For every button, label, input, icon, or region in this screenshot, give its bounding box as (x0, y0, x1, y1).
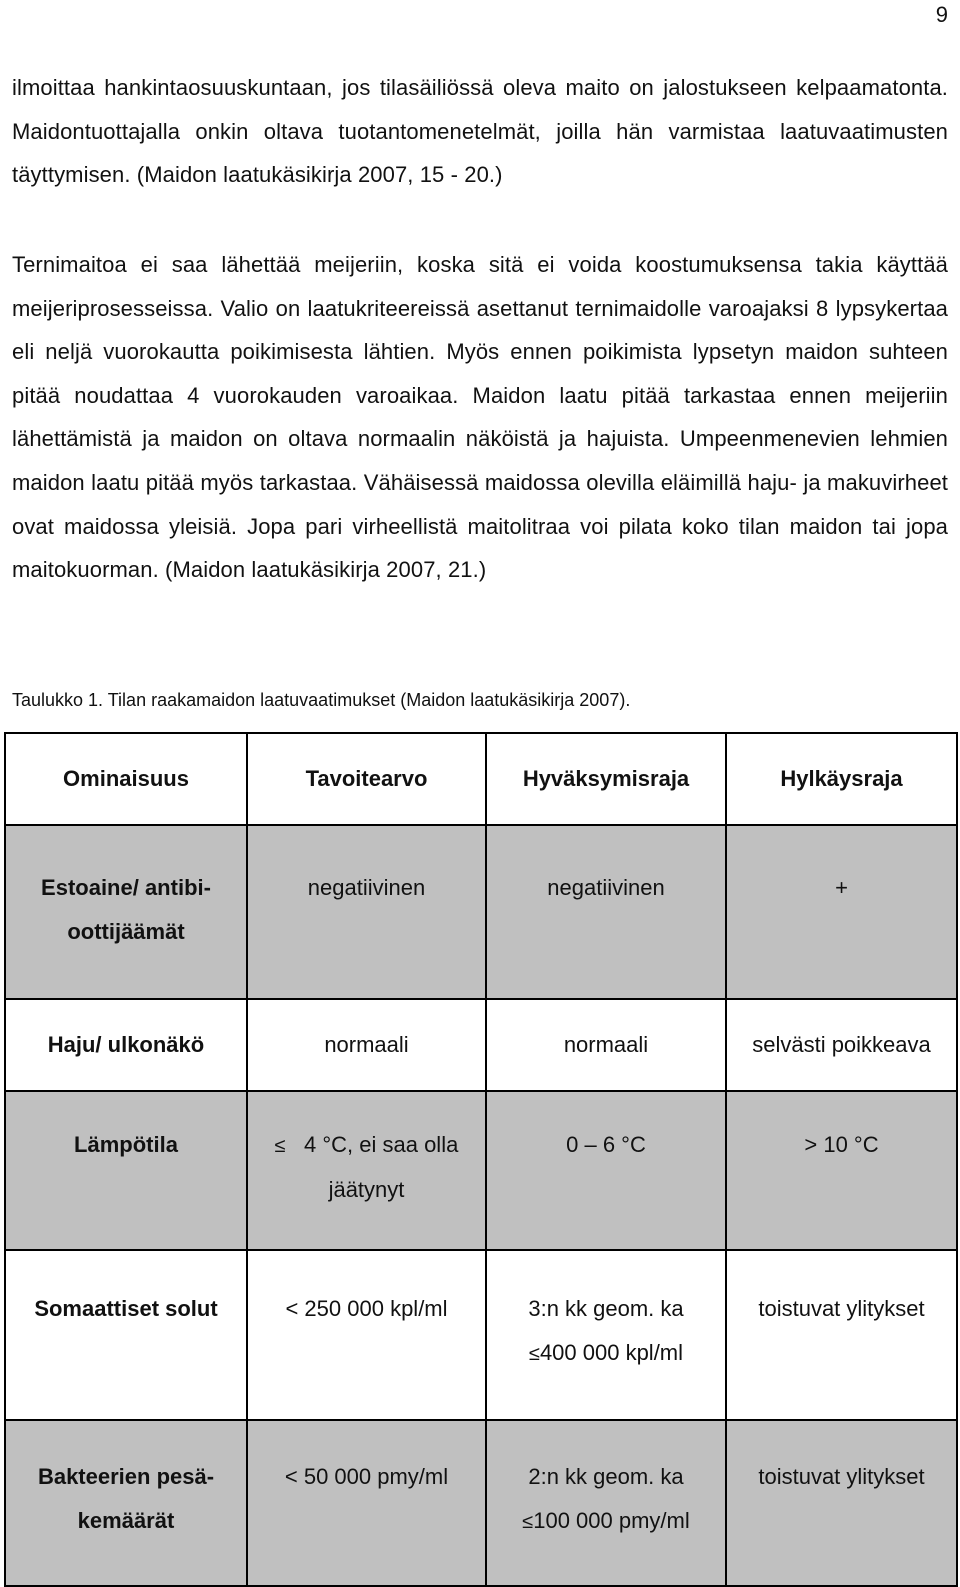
table-row (5, 999, 957, 1091)
accept-cell: 0 – 6 °C (486, 1091, 726, 1250)
less-or-equal-symbol: ≤ (522, 1511, 534, 1533)
accept-cell: normaali (486, 999, 726, 1091)
paragraph-1: ilmoittaa hankintaosuuskuntaan, jos tilasäiliössä oleva maito on jalostukseen kelpaamatonta. Maidontuottajalla onkin oltava tuotantomenetelmät, joilla hän varmistaa laatuvaatimusten täyttymisen. (Maidon laatukäsikirja 2007, 15 - 20.) (12, 75, 948, 188)
target-cell: ≤ 4 °C, ei saa olla jäätynyt (247, 1091, 486, 1250)
table-row (5, 825, 957, 999)
header-accept: Hyväksymisraja (486, 733, 726, 825)
paragraph-2: Ternimaitoa ei saa lähettää meijeriin, koska sitä ei voida koostumuksensa takia käyttää meijeriprosesseissa. Valio on laatukriteereissä asettanut ternimaidolle varoajaksi 8 lypsykertaa eli neljä vuorokautta poikimisesta lähtien. Myös ennen poikimista lypsetyn maidon suhteen pitää noudattaa 4 vuorokauden varoaikaa. Maidon laatu pitää tarkastaa ennen meijeriin lähettämistä ja maidon on oltava normaalin näköistä ja hajuista. Umpeenmenevien lehmien maidon laatu pitää myös tarkastaa. Vähäisessä maidossa olevilla eläimillä haju- ja makuvirheet ovat maidossa yleisiä. Jopa pari virheellistä maitolitraa voi pilata koko tilan maidon tai jopa maitokuorman. (Maidon laatukäsikirja 2007, 21.) (12, 252, 948, 583)
header-property: Ominaisuus (5, 733, 247, 825)
property-cell: Somaattiset solut (5, 1250, 247, 1420)
less-or-equal-symbol: ≤ (274, 1135, 286, 1157)
accept-cell: 3:n kk geom. ka ≤400 000 kpl/ml (486, 1250, 726, 1420)
less-or-equal-symbol: ≤ (528, 1343, 540, 1365)
page-number: 9 (935, 2, 948, 27)
reject-cell: toistuvat ylitykset (726, 1250, 957, 1420)
property-cell: Haju/ ulkonäkö (5, 999, 247, 1091)
target-cell: negatiivinen (247, 825, 486, 999)
header-target: Tavoitearvo (247, 733, 486, 825)
table-row (5, 1420, 957, 1586)
table-header-row (5, 733, 957, 825)
reject-cell: selvästi poikkeava (726, 999, 957, 1091)
property-cell: Estoaine/ antibi- oottijäämät (5, 825, 247, 999)
target-cell: normaali (247, 999, 486, 1091)
table-row (5, 1091, 957, 1250)
reject-cell: toistuvat ylitykset (726, 1420, 957, 1586)
table-row (5, 1250, 957, 1420)
milk-quality-table (4, 732, 958, 1587)
header-reject: Hylkäysraja (726, 733, 957, 825)
table-caption: Taulukko 1. Tilan raakamaidon laatuvaatimukset (Maidon laatukäsikirja 2007). (12, 690, 631, 710)
property-cell: Lämpötila (5, 1091, 247, 1250)
target-cell: < 250 000 kpl/ml (247, 1250, 486, 1420)
target-cell: < 50 000 pmy/ml (247, 1420, 486, 1586)
reject-cell: + (726, 825, 957, 999)
reject-cell: > 10 °C (726, 1091, 957, 1250)
accept-cell: 2:n kk geom. ka ≤100 000 pmy/ml (486, 1420, 726, 1586)
accept-cell: negatiivinen (486, 825, 726, 999)
property-cell: Bakteerien pesä- kemäärät (5, 1420, 247, 1586)
